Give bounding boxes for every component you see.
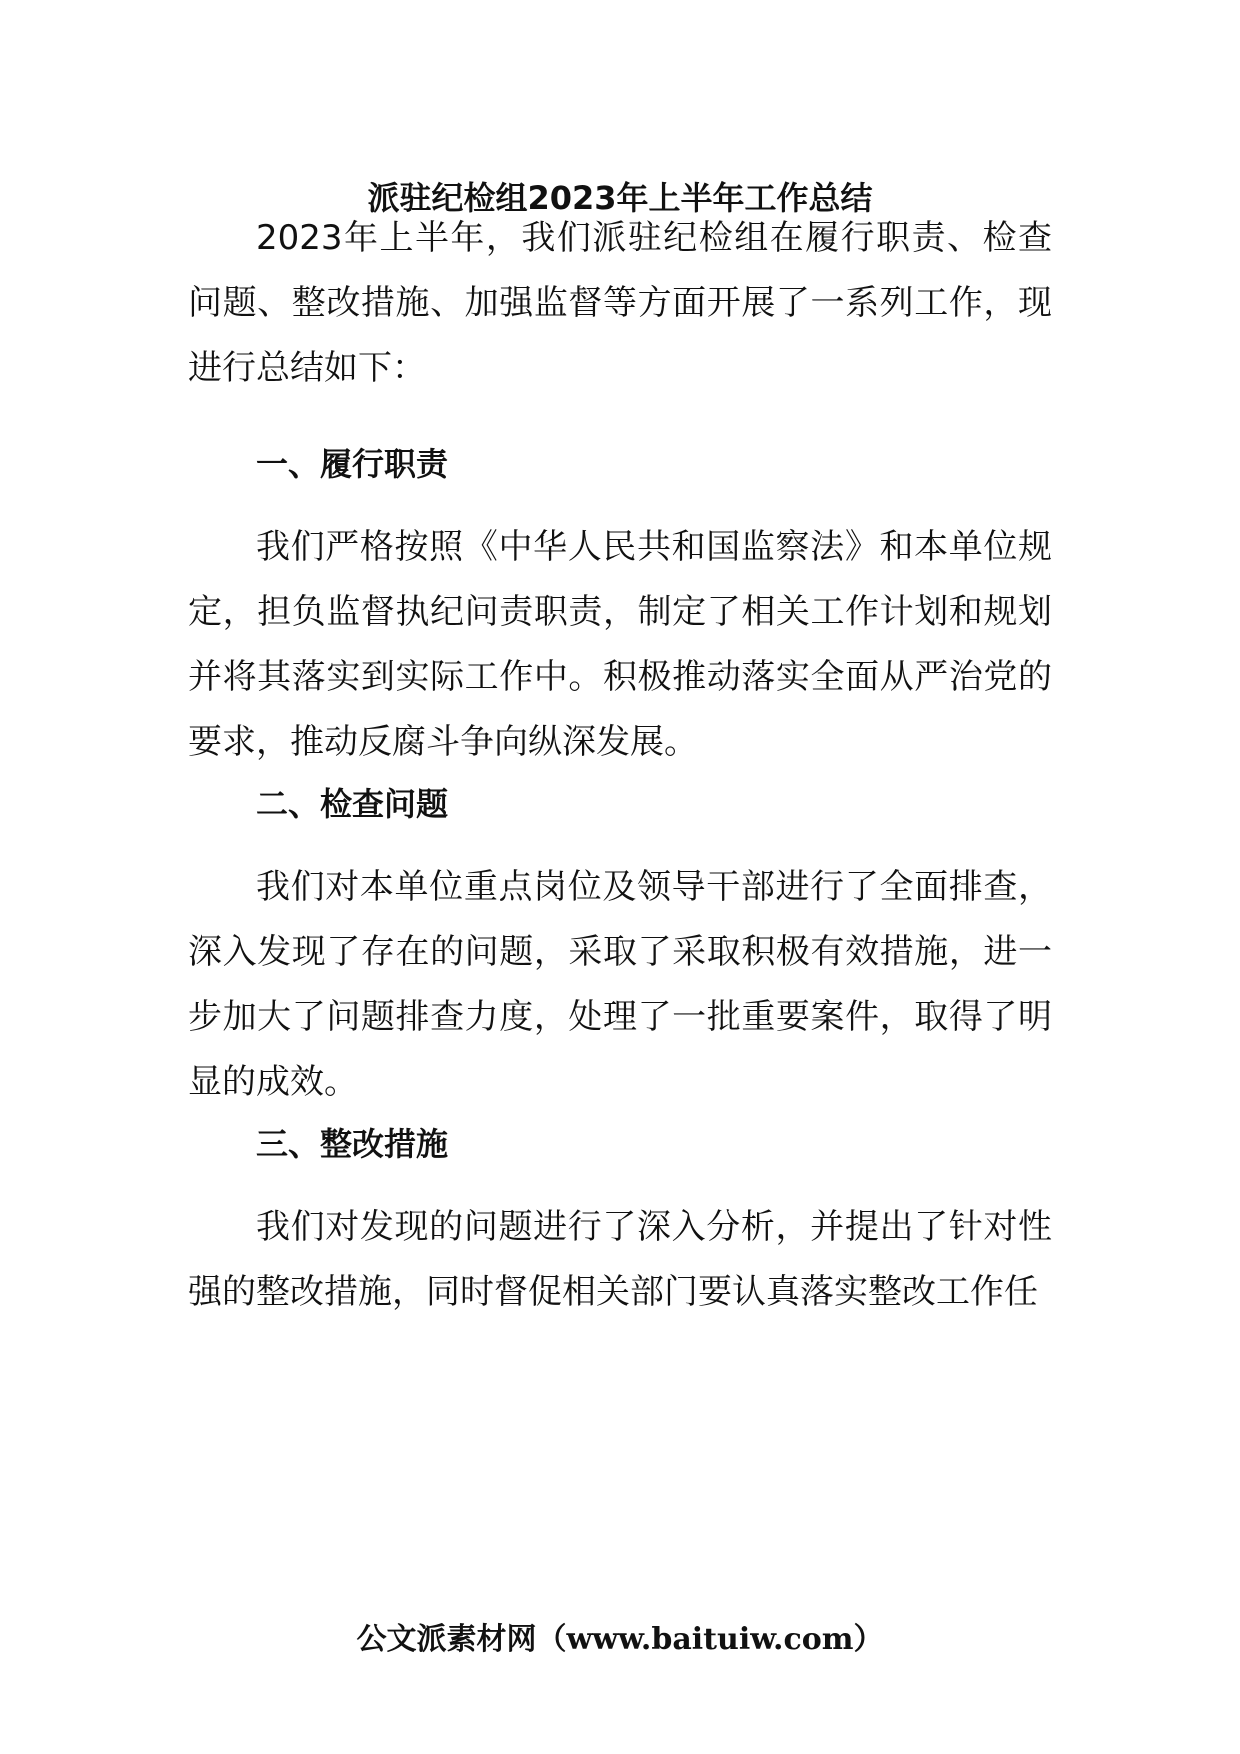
section-body-1: 我们严格按照《中华人民共和国监察法》和本单位规定，担负监督执纪问责职责，制定了相关工作计划和规划并将其落实到实际工作中。积极推动落实全面从严治党的要求，推动反腐斗争向纵深发展。 — [188, 527, 1052, 762]
section-heading-3: 三、整改措施 — [256, 1125, 449, 1163]
section-heading-2: 二、检查问题 — [256, 785, 449, 823]
section-heading-1: 一、履行职责 — [256, 445, 449, 483]
footer-watermark: 公文派素材网（www.baituiw.com） — [356, 1622, 884, 1657]
intro-paragraph: 2023年上半年，我们派驻纪检组在履行职责、检查问题、整改措施、加强监督等方面开展了一系列工作，现进行总结如下： — [188, 218, 1052, 388]
document-title: 派驻纪检组2023年上半年工作总结 — [367, 179, 873, 217]
section-body-3: 我们对发现的问题进行了深入分析，并提出了针对性强的整改措施，同时督促相关部门要认真落实整改工作任 — [188, 1207, 1052, 1312]
section-body-2: 我们对本单位重点岗位及领导干部进行了全面排查，深入发现了存在的问题，采取了采取积极有效措施，进一步加大了问题排查力度，处理了一批重要案件，取得了明显的成效。 — [188, 867, 1052, 1102]
